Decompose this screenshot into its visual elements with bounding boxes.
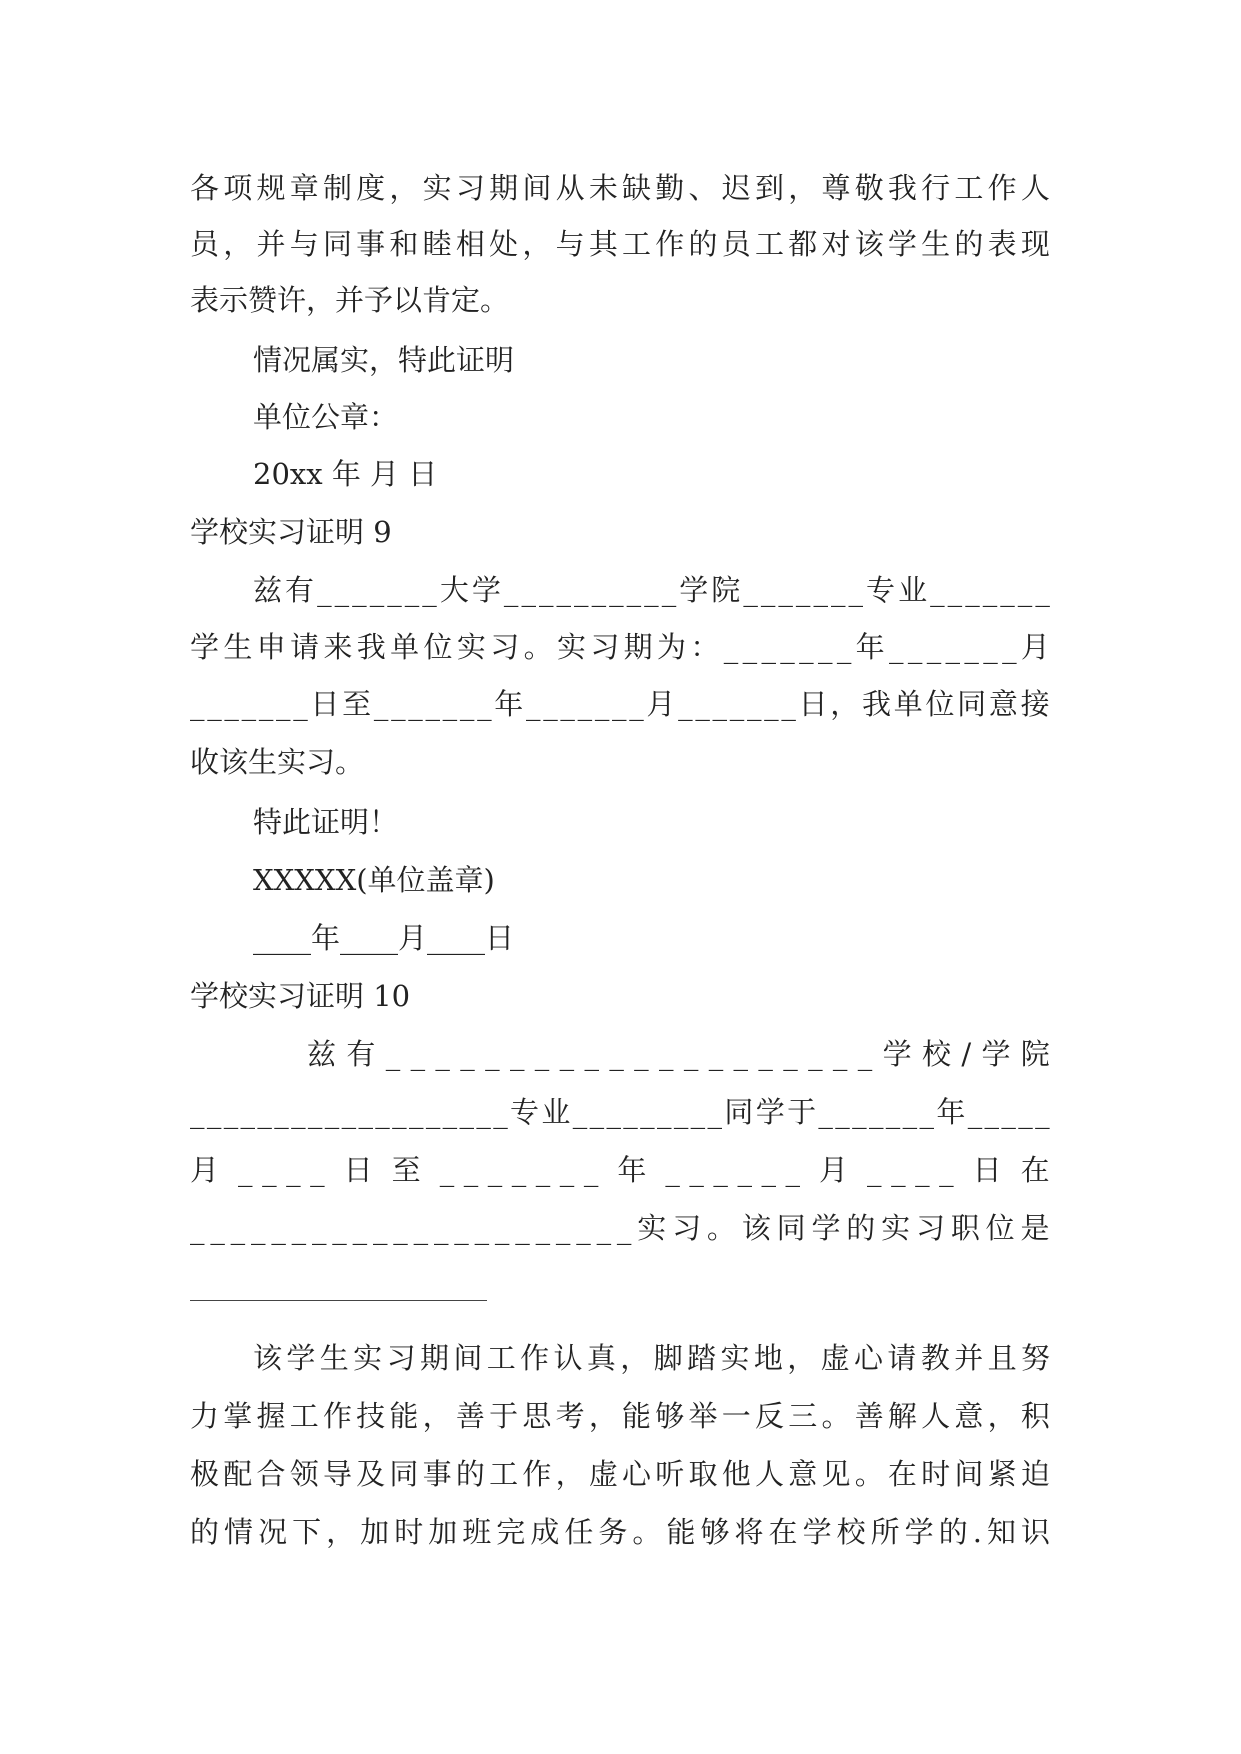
text-line: 表示赞许，并予以肯定。 (190, 283, 510, 317)
blank-fill-line (190, 1300, 487, 1301)
text-line: _ _ _ _ _ _ _ 日 至 _ _ _ _ _ _ _ 年 _ _ _ _ _ _ _ 月 _ _ _ _ _ _ _ 日 ， 我 单 位 同 意 接 (190, 687, 1050, 721)
text-line: _ _ _ _ _ _ _ _ _ _ _ _ _ _ _ _ _ _ _ _ _ _ 实 习 。 该 同 学 的 实 习 职 位 是 (190, 1211, 1050, 1245)
section-heading: 学校实习证明 10 (190, 979, 411, 1013)
text-line: 兹 有 _ _ _ _ _ _ _ _ _ _ _ _ _ _ _ _ _ _ _ _ 学 校 / 学 院 (307, 1037, 1050, 1071)
text-line: 学 生 申 请 来 我 单 位 实 习 。 实 习 期 为 ： _ _ _ _ _ _ _ 年 _ _ _ _ _ _ _ 月 (190, 630, 1050, 664)
text-line: 该 学 生 实 习 期 间 工 作 认 真 ， 脚 踏 实 地 ， 虚 心 请 教 并 且 努 (253, 1341, 1050, 1375)
text-line: 各 项 规 章 制 度 ， 实 习 期 间 从 未 缺 勤 、 迟 到 ， 尊 敬 我 行 工 作 人 (190, 171, 1050, 205)
text-line: 收该生实习。 (190, 745, 365, 779)
text-line: 员 ， 并 与 同 事 和 睦 相 处 ， 与 其 工 作 的 员 工 都 对 该 学 生 的 表 现 (190, 227, 1050, 261)
text-line: 单位公章： (253, 400, 399, 434)
text-line: 情况属实，特此证明 (253, 343, 515, 377)
text-line: 月 _ _ _ _ 日 至 _ _ _ _ _ _ _ 年 _ _ _ _ _ _ 月 _ _ _ _ 日 在 (190, 1153, 1050, 1187)
text-line: _ _ _ _ _ _ _ _ _ _ _ _ _ _ _ _ _ _ _ 专 业 _ _ _ _ _ _ _ _ _ 同 学 于 _ _ _ _ _ _ _ 年 _ _ _ _ _ (190, 1095, 1050, 1129)
text-line: 力 掌 握 工 作 技 能 ， 善 于 思 考 ， 能 够 举 一 反 三 。 善 解 人 意 ， 积 (190, 1399, 1050, 1433)
text-line: 兹 有 _ _ _ _ _ _ _ 大 学 _ _ _ _ _ _ _ _ _ _ 学 院 _ _ _ _ _ _ _ 专 业 _ _ _ _ _ _ _ (253, 573, 1050, 607)
text-line: 的 情 况 下 ， 加 时 加 班 完 成 任 务 。 能 够 将 在 学 校 所 学 的 . 知 识 (190, 1515, 1050, 1549)
date-line: 20xx 年 月 日 (253, 457, 438, 491)
date-line: ____年____月____日 (253, 921, 515, 955)
section-heading: 学校实习证明 9 (190, 515, 392, 549)
signature-line: XXXXX(单位盖章) (253, 863, 495, 897)
text-line: 特此证明！ (253, 805, 399, 839)
text-line: 极 配 合 领 导 及 同 事 的 工 作 ， 虚 心 听 取 他 人 意 见 。 在 时 间 紧 迫 (190, 1457, 1050, 1491)
